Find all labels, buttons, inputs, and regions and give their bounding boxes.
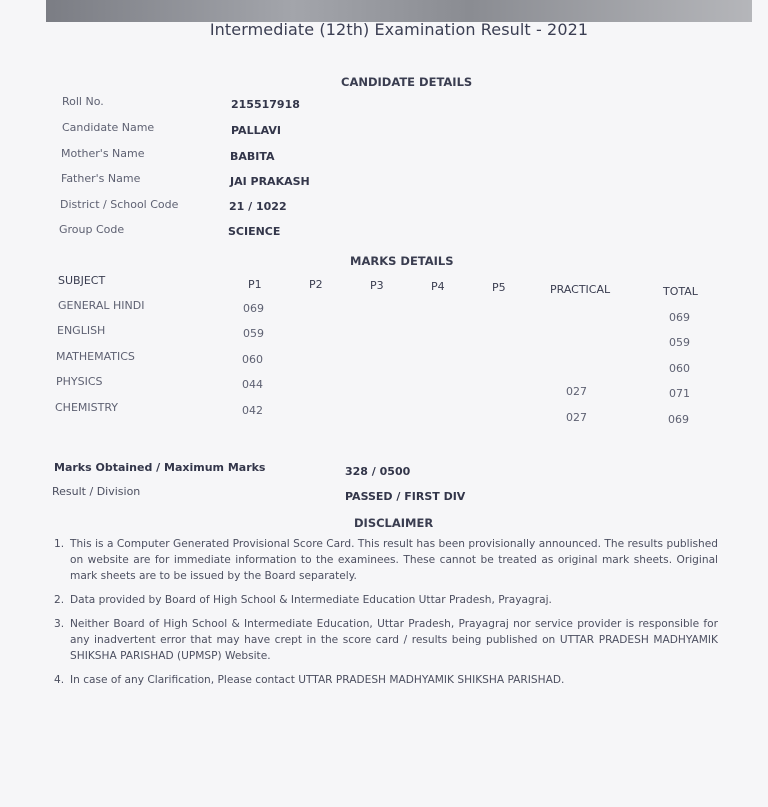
roll-no-value: 215517918 xyxy=(231,98,300,111)
district-school-code-value: 21 / 1022 xyxy=(229,200,287,213)
table-row-total: 059 xyxy=(669,336,690,349)
disclaimer-heading: DISCLAIMER xyxy=(354,516,434,530)
table-row-total: 071 xyxy=(669,387,690,400)
list-item xyxy=(54,616,718,664)
marks-obtained-value: 328 / 0500 xyxy=(345,465,411,478)
table-row-p1: 044 xyxy=(242,378,263,391)
group-code-value: SCIENCE xyxy=(228,225,281,238)
col-header-practical: PRACTICAL xyxy=(550,283,611,296)
list-item-number: 1. xyxy=(54,538,65,550)
list-item-text: In case of any Clarification, Please contact UTTAR PRADESH MADHYAMIK SHIKSHA PARISHAD. xyxy=(70,674,565,686)
table-row-subject: PHYSICS xyxy=(56,375,103,388)
col-header-p1: P1 xyxy=(248,278,262,291)
table-row-p1: 069 xyxy=(243,302,264,315)
marks-obtained-label: Marks Obtained / Maximum Marks xyxy=(54,461,266,474)
marks-details-heading: MARKS DETAILS xyxy=(350,254,454,268)
list-item-number: 3. xyxy=(54,618,65,630)
header-banner xyxy=(46,0,752,22)
table-row-practical: 027 xyxy=(566,411,587,424)
col-header-p4: P4 xyxy=(431,280,445,293)
list-item-text: This is a Computer Generated Provisional Score Card. This result has been provisionally announced. The results published on website are for immediate information to the examinees. These cannot be treated as original mark sheets. Original mark sheets are to be issued by the Board separately. xyxy=(70,538,718,582)
group-code-label: Group Code xyxy=(59,223,125,236)
father-name-label: Father's Name xyxy=(61,172,141,185)
table-row-subject: ENGLISH xyxy=(57,324,106,337)
list-item-number: 4. xyxy=(54,674,65,686)
candidate-details-heading: CANDIDATE DETAILS xyxy=(341,75,473,89)
table-row-p1: 059 xyxy=(243,327,264,340)
table-row-subject: GENERAL HINDI xyxy=(58,299,145,312)
list-item-number: 2. xyxy=(54,594,65,606)
disclaimer-list xyxy=(54,536,718,696)
col-header-p3: P3 xyxy=(370,279,384,292)
page-title: Intermediate (12th) Examination Result - 2021 xyxy=(209,20,589,39)
list-item-text: Neither Board of High School & Intermediate Education, Uttar Pradesh, Prayagraj nor service provider is responsible for any inadvertent error that may have crept in the score card / results being published on UTTAR PRADESH MADHYAMIK SHIKSHA PARISHAD (UPMSP) Website. xyxy=(70,618,718,662)
table-row-p1: 042 xyxy=(242,404,263,417)
father-name-value: JAI PRAKASH xyxy=(230,175,310,188)
result-division-label: Result / Division xyxy=(52,485,141,498)
col-header-total: TOTAL xyxy=(663,285,698,298)
mother-name-label: Mother's Name xyxy=(61,147,145,160)
table-row-total: 060 xyxy=(669,362,690,375)
col-header-p5: P5 xyxy=(492,281,506,294)
candidate-name-label: Candidate Name xyxy=(62,121,155,134)
list-item xyxy=(54,536,718,584)
table-row-subject: MATHEMATICS xyxy=(56,350,135,363)
candidate-name-value: PALLAVI xyxy=(231,124,281,137)
district-school-code-label: District / School Code xyxy=(60,198,179,211)
table-row-practical: 027 xyxy=(566,385,587,398)
roll-no-label: Roll No. xyxy=(62,95,104,108)
list-item xyxy=(54,592,718,608)
table-row-total: 069 xyxy=(668,413,689,426)
col-header-p2: P2 xyxy=(309,278,323,291)
list-item-text: Data provided by Board of High School & Intermediate Education Uttar Pradesh, Prayagraj. xyxy=(70,594,552,606)
result-division-value: PASSED / FIRST DIV xyxy=(345,490,466,503)
table-row-p1: 060 xyxy=(242,353,263,366)
col-header-subject: SUBJECT xyxy=(58,274,106,287)
table-row-total: 069 xyxy=(669,311,690,324)
table-row-subject: CHEMISTRY xyxy=(55,401,118,414)
mother-name-value: BABITA xyxy=(230,150,275,163)
list-item xyxy=(54,672,718,688)
